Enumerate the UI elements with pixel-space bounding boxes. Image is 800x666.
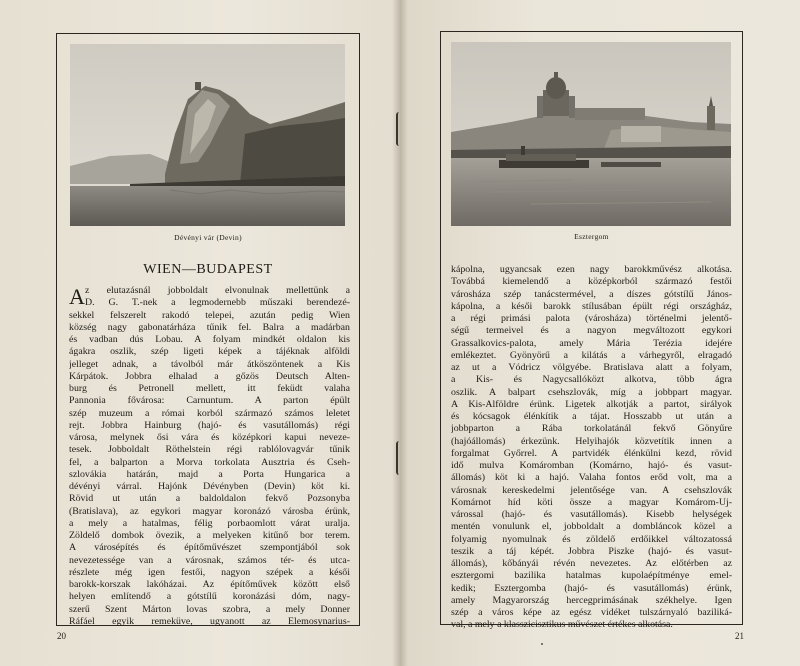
text-line: városa, melynek ősi vára és középkori kapui neveze- xyxy=(69,432,350,443)
text-line: Komárnot híd köti össze a magyar Komárom-Uj- xyxy=(451,496,732,508)
text-line: szerű Szent Márton lovas szobra, a mely Donner xyxy=(69,603,350,615)
text-line: rejt. Jobbra Hainburg (hajó- és vasutállomás) régi xyxy=(69,419,350,431)
text-line: esztergomi bazilika hatalmas kupolaépítménye emel- xyxy=(451,570,732,582)
left-photo-caption: Dévényi vár (Devin) xyxy=(174,233,242,242)
left-page-frame xyxy=(56,33,360,626)
devin-castle-photo xyxy=(70,44,345,226)
text-line: jobbparton a Rába torkolatánál fekvő Gönyűre xyxy=(451,423,732,435)
text-line: amely Magyarország hercegprimásának székhelye. Igen xyxy=(451,594,732,606)
text-line: (hajóállomás) érkezünk. Helyihajók közvetítik innen a xyxy=(451,435,732,447)
page-dot xyxy=(541,643,543,645)
staple-bottom xyxy=(396,441,404,475)
book-gutter xyxy=(392,0,408,666)
text-line: D. G. T.-nek a legmodernebb műszaki berendezé- xyxy=(85,297,350,309)
text-line: ségű termeivel és a nagyon megváltozott egykori xyxy=(451,325,732,337)
staple-top xyxy=(396,112,404,146)
text-line: szlovákia határán, majd a Porta Hungarica a xyxy=(69,468,350,480)
left-body-text xyxy=(69,285,350,628)
text-line: Kárpátok. Jobbra elhalad a gőzös Deutsch Alten- xyxy=(69,370,350,382)
text-line: a Kis- és Nagycsallóközt alkotva, több ágra xyxy=(451,374,732,386)
text-line: az ut a Vódricz völgyébe. Bratislava alatt a folyam, xyxy=(451,362,732,373)
text-line: állomás), kőbányái révén nevezetes. Az előtérben az xyxy=(451,558,732,569)
text-line: oszlik. A balpart csehszlovák, míg a jobbpart magyar. xyxy=(451,386,732,398)
text-line: kápolna, ugyancsak ezen nagy barokkművész alkotása. xyxy=(451,264,732,275)
text-line: a régi primási palota (városháza) történelmi jelentő- xyxy=(451,313,732,324)
text-line: szép a város képe az egész vidéket tulszárnyaló baziliká- xyxy=(451,607,732,618)
text-line: Továbbá kiemelendő a középkorból származó festői xyxy=(451,276,732,288)
text-line: idő mulva Komáromban (Komárno, hajó- és vasut- xyxy=(451,460,732,471)
text-line: Zöldelő dombok övezik, a melyeken kitűnő bor terem. xyxy=(69,530,350,541)
text-line: forgalmat Győrrel. A partvidék élénkülni kezd, rövid xyxy=(451,447,732,459)
right-body-text xyxy=(451,264,732,632)
text-line: részlete még igen festői, nagyon szépek a késői xyxy=(69,566,350,578)
text-line: A Kis-Alföldre érünk. Ligetek alkotják a partot, sirályok xyxy=(451,398,732,410)
text-line: Rövid ut után a baldoldalon fekvő Pozsonyba xyxy=(69,493,350,505)
text-line: burg és Petronell mellett, itt feküdt valaha xyxy=(69,383,350,394)
text-line: a mely a hatalmas, félig porbaomlott várat uralja. xyxy=(69,517,350,529)
text-line: Pannonia fővárosa: Carnuntum. A parton épült xyxy=(69,395,350,407)
right-photo-caption: Esztergom xyxy=(574,232,609,241)
esztergom-photo xyxy=(451,42,731,226)
text-line: szép muzeum a római korból származó számos leletet xyxy=(69,407,350,419)
text-line: dévényi várral. Hajónk Dévényben (Devin) köt ki. xyxy=(69,481,350,492)
right-page-frame xyxy=(440,31,743,631)
text-line: várossal (hajó- és vasutállomás). Kisebb helységek xyxy=(451,509,732,520)
text-line: állomás) köt ki a hajó. Valaha fontos erőd volt, ma a xyxy=(451,472,732,484)
text-line: jelleget adnak, a távolból már átköszöntenek a Kis xyxy=(69,358,350,370)
text-line: kedik; Esztergomba (hajó- és vasutállomás) érünk, xyxy=(451,582,732,594)
text-line: és kócsagok élénkítik a tájat. Hosszabb ut után a xyxy=(451,411,732,422)
text-line: városnak kereskedelmi jelentősége van. A csehszlovák xyxy=(451,484,732,496)
text-line: Grassalkovics-palota, amely Mária Terézia idejére xyxy=(451,337,732,349)
text-line: tesek. Jobboldalt Röthelstein régi rablólovagvár tűnik xyxy=(69,444,350,456)
text-line: városháza szép tanácstermével, a díszes gótstílű János- xyxy=(451,288,732,300)
text-line: és vadban dús Lobau. A folyam mindkét oldalon kis xyxy=(69,334,350,345)
text-line: folyamig nyomulnak és zöldelő erdőikkel változatossá xyxy=(451,533,732,545)
drop-cap: A xyxy=(69,284,85,309)
text-line: barokk-korszak lakóházai. Az építőművek között első xyxy=(69,579,350,590)
text-line: község nagy gabonatárháza tűnik fel. Balra a madárban xyxy=(69,321,350,333)
page-number-left: 20 xyxy=(57,631,66,641)
text-line: helyen említendő a gótstílű koronázási dóm, nagy- xyxy=(69,591,350,603)
text-line: (Bratislava), az egykori magyar koronázó városba érünk, xyxy=(69,505,350,517)
text-line: Ráfáel egyik remeküve, ugyanott az Elemosynarius- xyxy=(69,615,350,627)
chapter-title: WIEN—BUDAPEST xyxy=(143,262,273,277)
text-line: z elutazásnál jobboldalt elvonulnak mellettünk a xyxy=(85,285,350,296)
text-line: A városépítés és építőművészet szempontjából sok xyxy=(69,542,350,554)
text-line: emlékeztet. Gyönyörű a kilátás a várhegyről, elragadó xyxy=(451,349,732,361)
text-line: teszik a táj képét. Jobbra Piszke (hajó- és vasut- xyxy=(451,545,732,557)
text-line: sekkel felszerelt rakodó telepei, azután pedig Wien xyxy=(69,309,350,321)
text-line: ágakra oszlik, szép ligeti képek a tájéknak alföldi xyxy=(69,346,350,358)
text-line: mentén vonulunk el, jobboldalt a dombláncok közel a xyxy=(451,521,732,533)
page-number-right: 21 xyxy=(735,631,744,641)
text-line: kápolna, a késői barokk stílusában épült régi országház, xyxy=(451,300,732,312)
text-line: fel, a balparton a Morva torkolata Ausztria és Cseh- xyxy=(69,456,350,468)
text-line: nevezetessége van a városnak, számos tér- és utca- xyxy=(69,554,350,566)
text-line: val, a mely a klasszicisztikus művészet értékes alkotása. xyxy=(451,619,673,631)
